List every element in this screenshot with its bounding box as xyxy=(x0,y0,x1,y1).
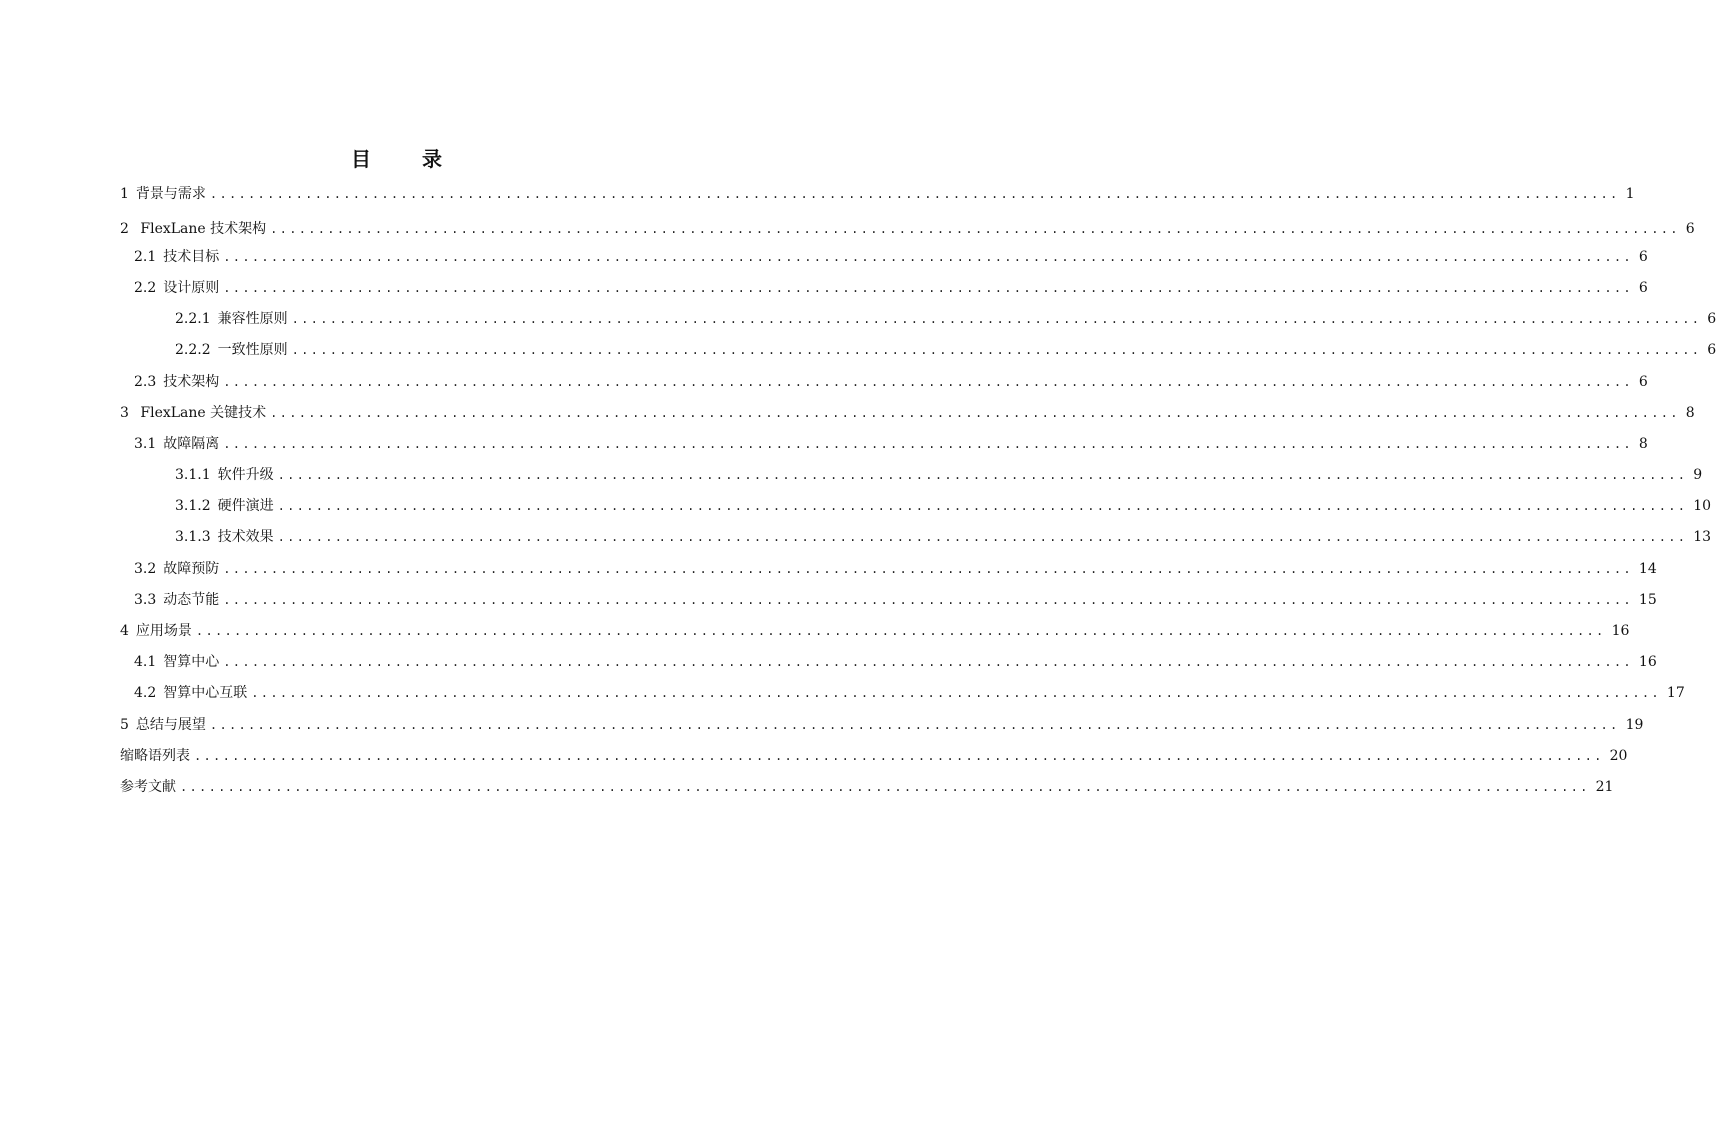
toc-leader: .................................................................................................................................................... xyxy=(270,406,1680,420)
toc-entry[interactable] xyxy=(134,554,1657,585)
toc-entry[interactable] xyxy=(134,429,1648,460)
toc-leader: .................................................................................................................................................... xyxy=(291,343,1702,357)
toc-entry-label xyxy=(120,772,176,803)
toc-leader: .................................................................................................................................................... xyxy=(223,281,1633,295)
toc-page-number: 6 xyxy=(1638,374,1648,390)
toc-leader: .................................................................................................................................................... xyxy=(223,593,1633,607)
toc-leader: .................................................................................................................................................... xyxy=(223,375,1633,389)
toc-entry-text: 缩略语列表 xyxy=(120,748,190,764)
toc-entry[interactable] xyxy=(120,710,1644,741)
toc-leader: .................................................................................................................................................... xyxy=(277,468,1688,482)
toc-entry[interactable] xyxy=(134,273,1648,304)
toc-entry[interactable] xyxy=(134,585,1657,616)
toc-leader: .................................................................................................................................................... xyxy=(223,437,1633,451)
toc-leader: .................................................................................................................................................... xyxy=(291,312,1702,326)
toc-entry-label xyxy=(120,179,206,210)
toc-entry-number: 3.1.2 xyxy=(175,498,211,514)
toc-entry-label xyxy=(175,335,288,366)
toc-entry-label xyxy=(134,647,219,678)
toc-entry-label xyxy=(134,585,219,616)
toc-leader: .................................................................................................................................................... xyxy=(223,250,1633,264)
toc-leader: .................................................................................................................................................... xyxy=(277,499,1688,513)
toc-entry[interactable] xyxy=(120,616,1630,647)
toc-entry-text: 软件升级 xyxy=(217,467,274,483)
toc-page-number: 6 xyxy=(1685,221,1695,237)
toc-entry[interactable] xyxy=(120,179,1635,210)
toc-entry-text: FlexLane 关键技术 xyxy=(135,405,267,421)
toc-entry-number: 3.1 xyxy=(134,436,157,452)
toc-entry[interactable] xyxy=(120,398,1695,429)
toc-entry-text: 一致性原则 xyxy=(217,342,288,358)
toc-entry-label xyxy=(120,398,266,429)
toc-page-number: 8 xyxy=(1685,405,1695,421)
toc-entry-text: 参考文献 xyxy=(120,779,176,795)
toc-entry-label xyxy=(175,522,274,553)
toc-entry[interactable] xyxy=(175,460,1703,491)
toc-page-number: 21 xyxy=(1595,779,1614,795)
toc-entry-number: 2.2.2 xyxy=(175,342,211,358)
toc-leader: .................................................................................................................................................... xyxy=(270,222,1680,236)
toc-entry[interactable] xyxy=(120,741,1628,772)
toc-entry-label xyxy=(134,429,219,460)
toc-entry-number: 3 xyxy=(120,405,129,421)
toc-entry-label xyxy=(120,710,206,741)
toc-leader: .................................................................................................................................................... xyxy=(194,749,1604,763)
toc-entry-number: 3.3 xyxy=(134,592,157,608)
toc-entry-number: 2.2.1 xyxy=(175,311,211,327)
toc-leader: .................................................................................................................................................... xyxy=(180,780,1590,794)
toc-entry-number: 3.2 xyxy=(134,561,157,577)
toc-leader: .................................................................................................................................................... xyxy=(251,686,1661,700)
toc-entry-number: 2.2 xyxy=(134,280,157,296)
toc-page-number: 13 xyxy=(1693,529,1712,545)
toc-entry[interactable] xyxy=(175,522,1712,553)
toc-entry[interactable] xyxy=(175,335,1716,366)
toc-entry-text: 动态节能 xyxy=(163,592,220,608)
toc-entry-number: 3.1.3 xyxy=(175,529,211,545)
toc-entry-text: 应用场景 xyxy=(135,623,192,639)
toc-entry-label xyxy=(120,741,190,772)
toc-entry-text: 智算中心 xyxy=(163,654,220,670)
toc-leader: .................................................................................................................................................... xyxy=(223,655,1633,669)
toc-page-number: 1 xyxy=(1625,186,1635,202)
toc-entry[interactable] xyxy=(134,242,1648,273)
toc-entry-label xyxy=(134,367,219,398)
toc-entry-label xyxy=(134,273,219,304)
toc-entry[interactable] xyxy=(134,367,1648,398)
toc-entry-label xyxy=(175,304,288,335)
toc-entry-number: 2.3 xyxy=(134,374,157,390)
toc-entry-number: 3.1.1 xyxy=(175,467,211,483)
toc-entry-number: 4.1 xyxy=(134,654,157,670)
toc-entry-text: 智算中心互联 xyxy=(163,685,248,701)
toc-entry-label xyxy=(120,214,266,245)
toc-entry-text: 故障预防 xyxy=(163,561,220,577)
toc-entry-text: 背景与需求 xyxy=(135,186,206,202)
toc-page-number: 20 xyxy=(1609,748,1628,764)
toc-entry-number: 1 xyxy=(120,186,129,202)
toc-page-number: 19 xyxy=(1625,717,1644,733)
toc-page-number: 6 xyxy=(1707,342,1716,358)
toc-page-number: 16 xyxy=(1611,623,1630,639)
toc-entry-number: 4.2 xyxy=(134,685,157,701)
toc-page-number: 10 xyxy=(1693,498,1712,514)
toc-entry[interactable] xyxy=(120,214,1695,245)
toc-entry-text: 兼容性原则 xyxy=(217,311,288,327)
toc-entry-label xyxy=(120,616,192,647)
toc-entry-text: 技术效果 xyxy=(217,529,274,545)
toc-entry[interactable] xyxy=(134,678,1685,709)
toc-entry-label xyxy=(175,491,274,522)
toc-entry-text: 硬件演进 xyxy=(217,498,274,514)
toc-entry-label xyxy=(134,242,219,273)
toc-leader: .................................................................................................................................................... xyxy=(277,530,1688,544)
toc-page-number: 6 xyxy=(1707,311,1716,327)
toc-entry[interactable] xyxy=(175,491,1712,522)
toc-entry-text: 总结与展望 xyxy=(135,717,206,733)
toc-page-number: 6 xyxy=(1638,249,1648,265)
toc-entry-text: 技术架构 xyxy=(163,374,220,390)
toc-page-number: 17 xyxy=(1666,685,1685,701)
toc-entry-number: 5 xyxy=(120,717,129,733)
toc-page-number: 8 xyxy=(1638,436,1648,452)
toc-page-number: 9 xyxy=(1693,467,1703,483)
toc-entry-label xyxy=(134,554,219,585)
toc-title: 目 录 xyxy=(351,147,464,171)
toc-entry-label xyxy=(134,678,247,709)
toc-entry-text: FlexLane 技术架构 xyxy=(135,221,267,237)
toc-entry-number: 2 xyxy=(120,221,129,237)
toc-entry[interactable] xyxy=(175,304,1716,335)
toc-entry-number: 4 xyxy=(120,623,129,639)
toc-entry-text: 技术目标 xyxy=(163,249,220,265)
toc-entry-label xyxy=(175,460,274,491)
toc-leader: .................................................................................................................................................... xyxy=(209,187,1620,201)
toc-entry-text: 设计原则 xyxy=(163,280,220,296)
toc-entry[interactable] xyxy=(120,772,1614,803)
toc-page-number: 15 xyxy=(1638,592,1657,608)
toc-leader: .................................................................................................................................................... xyxy=(209,718,1620,732)
toc-leader: .................................................................................................................................................... xyxy=(223,562,1633,576)
toc-page-number: 16 xyxy=(1638,654,1657,670)
toc-entry-number: 2.1 xyxy=(134,249,157,265)
toc-entry[interactable] xyxy=(134,647,1657,678)
toc-page-number: 6 xyxy=(1638,280,1648,296)
toc-leader: .................................................................................................................................................... xyxy=(195,624,1606,638)
toc-page-number: 14 xyxy=(1638,561,1657,577)
toc-entry-text: 故障隔离 xyxy=(163,436,220,452)
